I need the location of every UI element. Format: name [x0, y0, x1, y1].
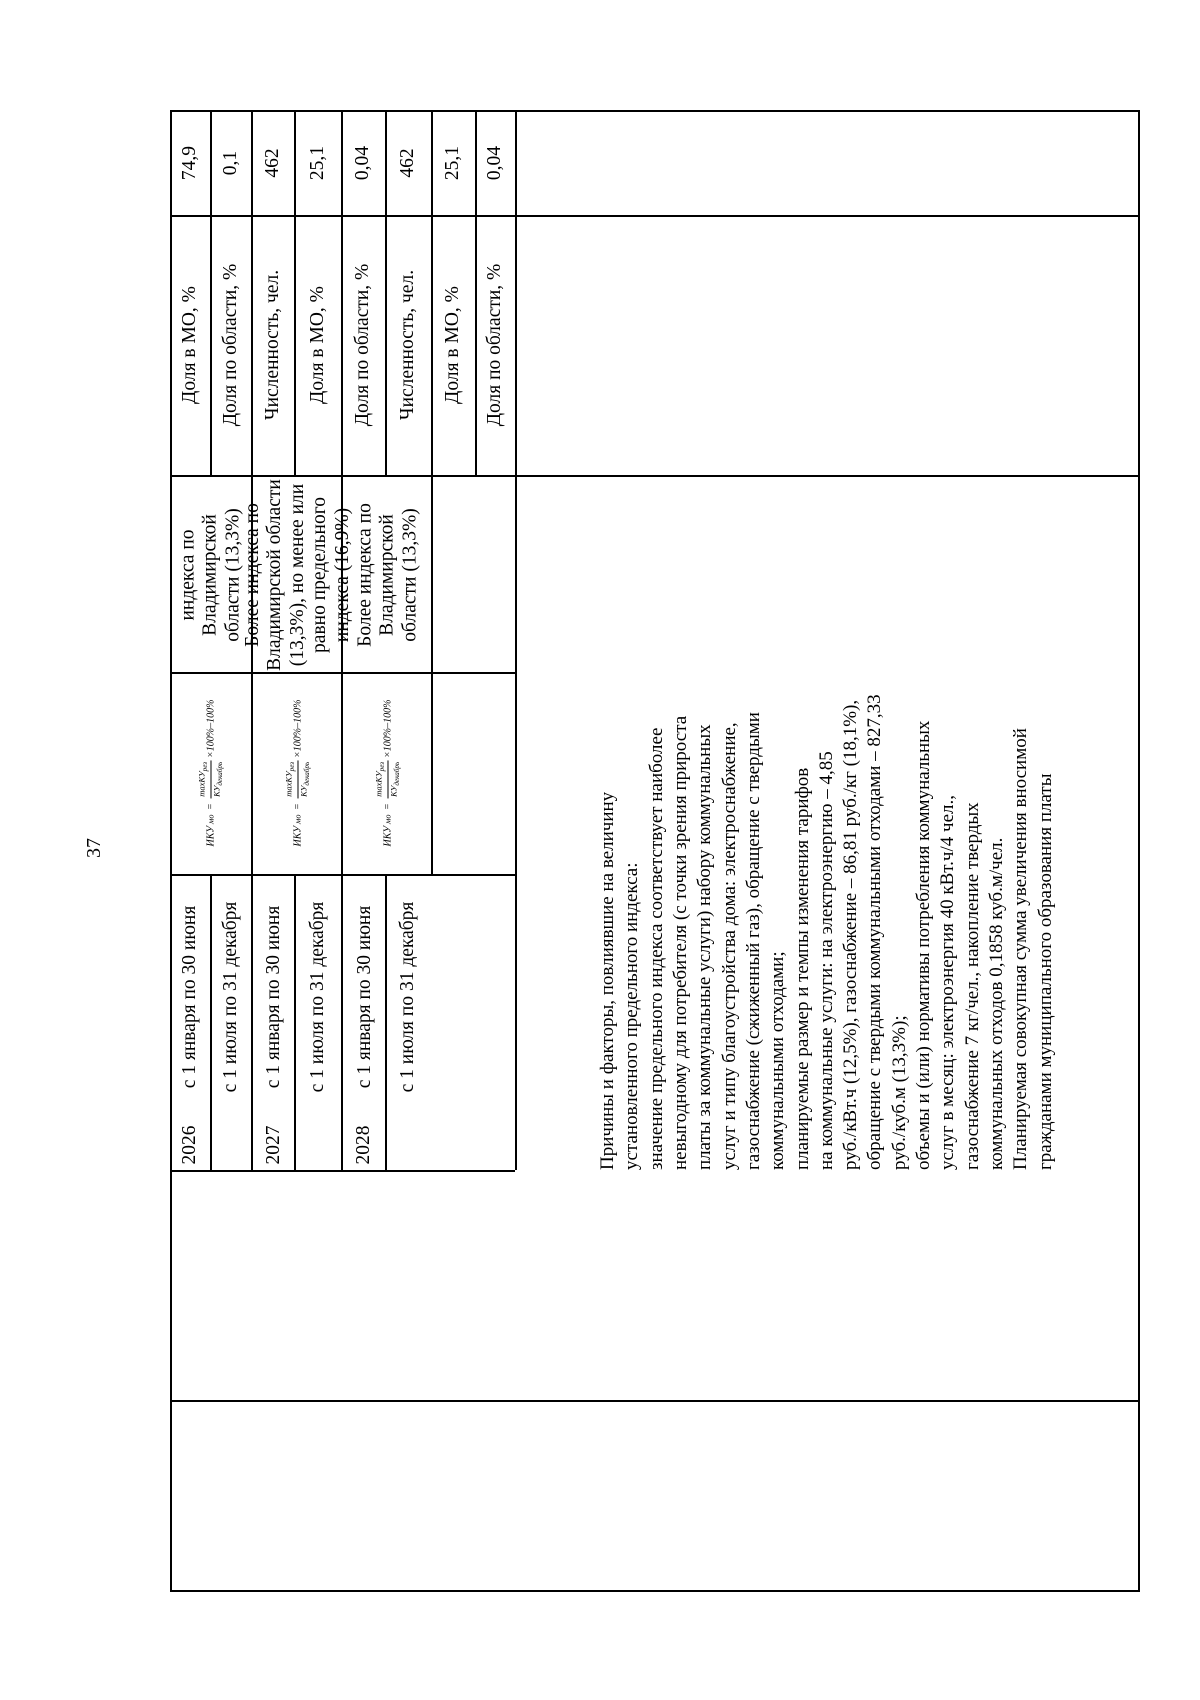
- extra-rule-1: [170, 1400, 1140, 1402]
- formula-2027: ИКУ мо = maxКУ$_{рез}$ $КУ_{декабрь}$ ×100%–100%: [283, 699, 311, 847]
- metric-label-2027-a: Численность, чел.: [261, 269, 283, 421]
- data-table: [170, 110, 1140, 1590]
- sub-line-f: [251, 874, 253, 1170]
- period-2026-h1: с 1 января по 30 июня: [178, 905, 200, 1089]
- reasons-cell: [515, 110, 1138, 1170]
- table-bottom-border: [170, 1590, 1140, 1592]
- metric-label-2028-b: Доля в МО, %: [441, 286, 463, 404]
- metric-label-2026-b: Доля по области, %: [219, 263, 241, 427]
- metric-value-2026-a: 74,9: [178, 145, 200, 180]
- metric-value-2027-c: 0,04: [351, 145, 373, 180]
- metric-label-2027-c: Доля по области, %: [351, 263, 373, 427]
- metric-value-2028-a: 462: [396, 147, 418, 178]
- metric-value-2028-b: 25,1: [441, 145, 463, 180]
- year-2028: 2028: [352, 1125, 374, 1165]
- metric-label-2026-a: Доля в МО, %: [178, 286, 200, 404]
- metric-value-2026-b: 0,1: [219, 150, 241, 175]
- condition-2026: индекса по Владимирской области (13,3%): [176, 508, 243, 642]
- metric-label-2028-c: Доля по области, %: [483, 263, 505, 427]
- period-2028-h1: с 1 января по 30 июня: [353, 905, 375, 1089]
- metric-value-2027-b: 25,1: [306, 145, 328, 180]
- period-2028-h2: с 1 июля по 31 декабря: [396, 901, 418, 1093]
- metric-value-2027-a: 462: [261, 147, 283, 178]
- year-2027: 2027: [262, 1125, 284, 1165]
- formula-2026: ИКУ мо = maxКУ$_{рез}$ $КУ_{декабрь}$ ×100%–100%: [196, 699, 224, 847]
- formula-sep-2028: [431, 475, 433, 874]
- period-2026-h2: с 1 июля по 31 декабря: [219, 901, 241, 1093]
- col-line-right: [1138, 110, 1140, 1590]
- metric-label-2028-a: Численность, чел.: [396, 269, 418, 421]
- metric-label-2027-b: Доля в МО, %: [306, 286, 328, 404]
- formula-2028: ИКУ мо = maxКУ$_{рез}$ $КУ_{декабрь}$ ×100%–100%: [373, 699, 401, 847]
- row-line-end: [170, 1170, 515, 1172]
- condition-2027: Более индекса по Владимирской области (13,3%), но менее или равно предельного индекса (16,9%): [241, 479, 353, 671]
- year-2026: 2026: [178, 1125, 200, 1165]
- page-number: 37: [83, 838, 105, 858]
- reasons-text: Причины и факторы, повлиявшие на величину установленного предельного индекса: значение предельного индекса соответствует наиболее невыгодному для потребителя (с точки зрения прироста платы за коммунальные услуги) набору коммунальных услуг и типу благоустройства дома: электроснабжение, газоснабжение (сжиженный газ), обращение с твердыми коммунальными отходами; планируемые размер и темпы изменения тарифов на коммунальные услуги: на электроэнергию – 4,85 руб./кВт.ч (12,5%), газоснабжение – 86,81 руб./кг (18,1%), обращение с твердыми коммунальными отходами – 827,33 руб./куб.м (13,3%); объемы и (или) нормативы потребления коммунальных услуг в месяц: электроэнергия 40 кВт.ч/4 чел., газоснабжение 7 кг/чел., накопление твердых коммунальных отходов 0,1858 куб.м/чел. Планируемая совокупная сумма увеличения вносимой гражданами муниципального образования платы: [596, 694, 1056, 1170]
- period-2027-h2: с 1 июля по 31 декабря: [306, 901, 328, 1093]
- metric-value-2028-c: 0,04: [483, 145, 505, 180]
- condition-2028: Более индекса по Владимирской области (13,3%): [353, 503, 420, 647]
- period-2027-h1: с 1 января по 30 июня: [262, 905, 284, 1089]
